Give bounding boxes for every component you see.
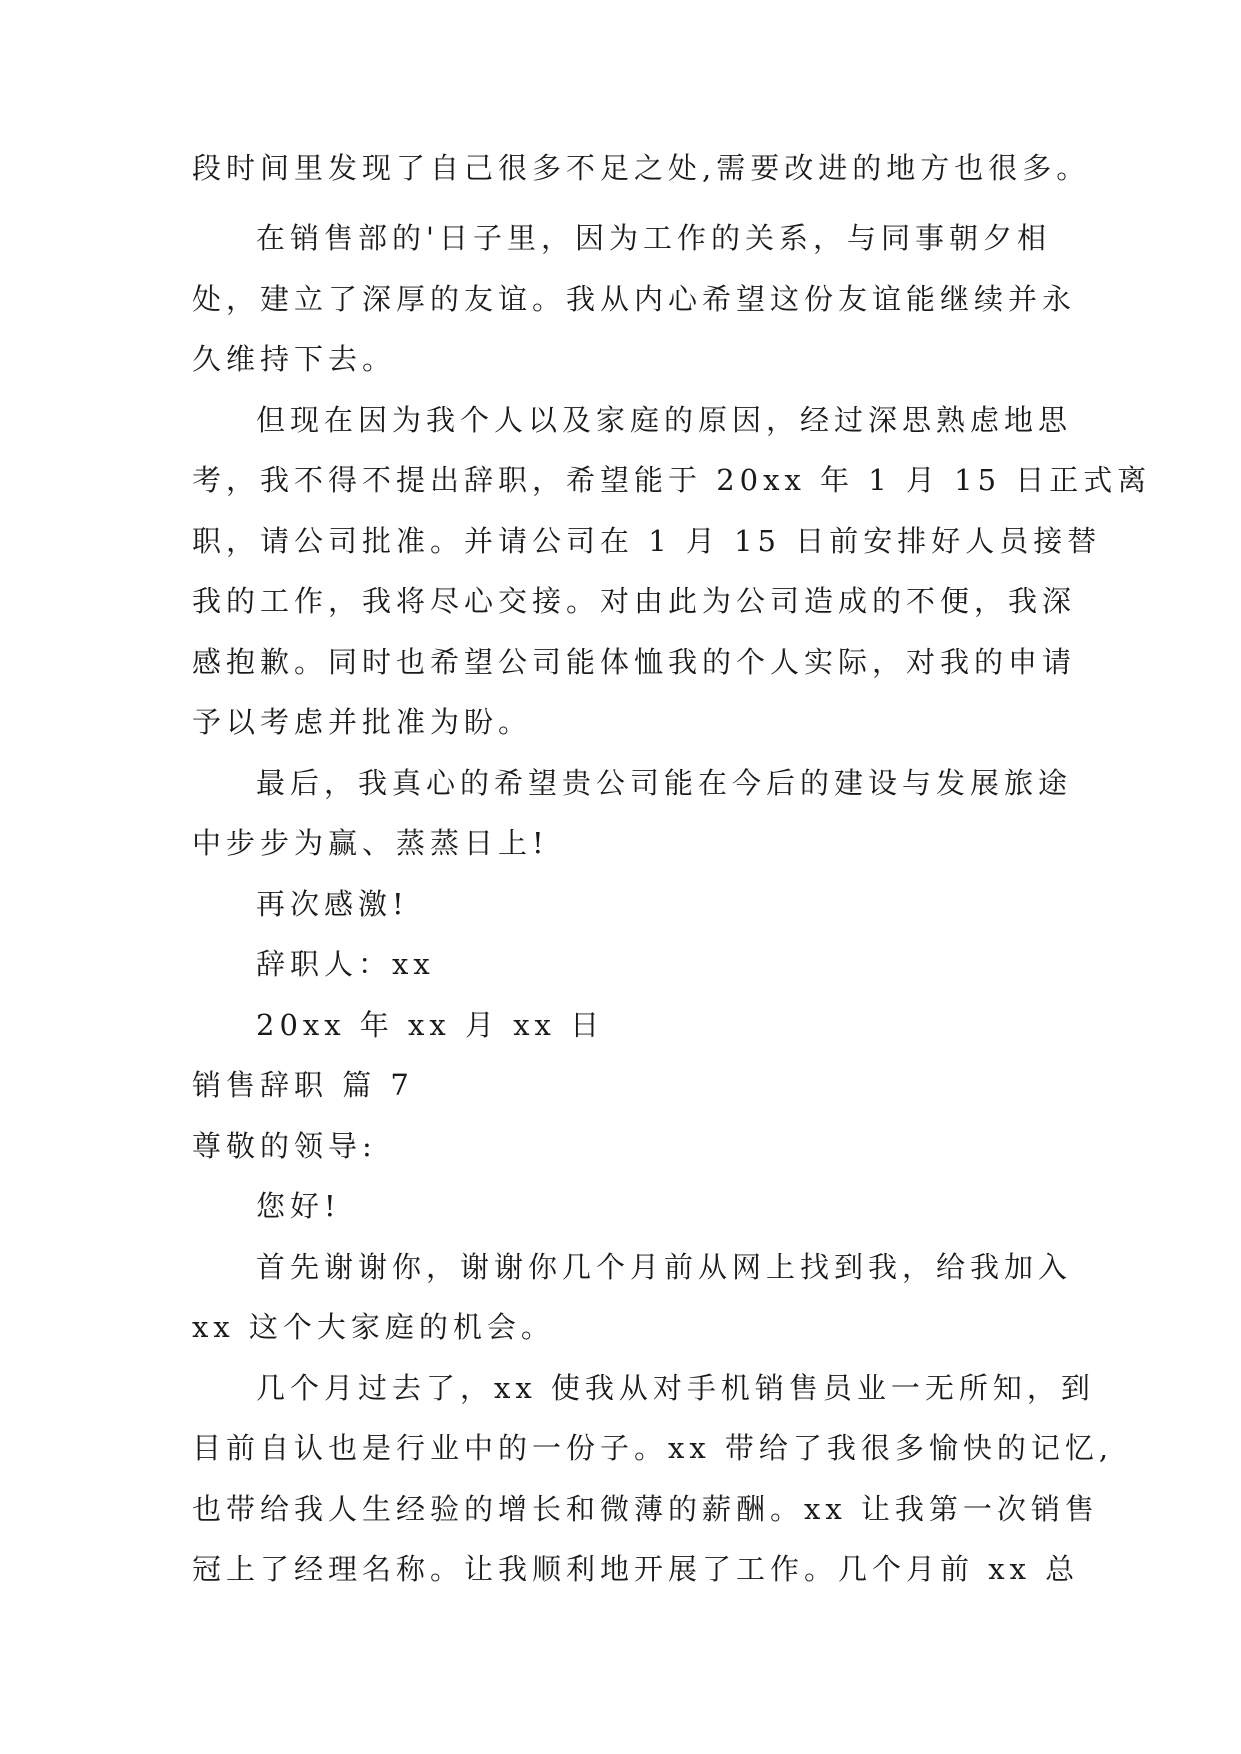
salutation: 尊敬的领导:	[192, 1129, 377, 1163]
text-line: 冠上了经理名称。让我顺利地开展了工作。几个月前 xx 总	[192, 1552, 1080, 1586]
text-line: 考，我不得不提出辞职，希望能于 20xx 年 1 月 15 日正式离	[192, 463, 1152, 497]
text-line: 职，请公司批准。并请公司在 1 月 15 日前安排好人员接替	[192, 524, 1102, 558]
text-line: 感抱歉。同时也希望公司能体恤我的个人实际，对我的申请	[192, 645, 1077, 679]
closing-thanks: 再次感激!	[256, 887, 409, 921]
text-line: xx 这个大家庭的机会。	[192, 1310, 555, 1344]
signature-line: 辞职人：xx	[256, 947, 435, 981]
text-line: 予以考虑并批准为盼。	[192, 705, 533, 739]
paragraph-start: 首先谢谢你，谢谢你几个月前从网上找到我，给我加入	[256, 1250, 1073, 1284]
text-line: 处，建立了深厚的友谊。我从内心希望这份友谊能继续并永	[192, 282, 1077, 316]
paragraph-start: 最后，我真心的希望贵公司能在今后的建设与发展旅途	[256, 766, 1073, 800]
text-line: 久维持下去。	[192, 342, 397, 376]
text-line: 也带给我人生经验的增长和微薄的薪酬。xx 让我第一次销售	[192, 1492, 1099, 1526]
paragraph-start: 几个月过去了，xx 使我从对手机销售员业一无所知，到	[256, 1371, 1095, 1405]
text-line: 我的工作，我将尽心交接。对由此为公司造成的不便，我深	[192, 584, 1077, 618]
paragraph-start: 但现在因为我个人以及家庭的原因，经过深思熟虑地思	[256, 403, 1073, 437]
paragraph-start: 在销售部的'日子里，因为工作的关系，与同事朝夕相	[256, 221, 1051, 255]
text-line: 目前自认也是行业中的一份子。xx 带给了我很多愉快的记忆,	[192, 1431, 1114, 1465]
greeting: 您好!	[256, 1189, 341, 1223]
text-line: 中步步为赢、蒸蒸日上!	[192, 826, 549, 860]
section-title: 销售辞职 篇 7	[192, 1068, 414, 1102]
date-line: 20xx 年 xx 月 xx 日	[256, 1008, 605, 1042]
text-line: 段时间里发现了自己很多不足之处,需要改进的地方也很多。	[192, 151, 1091, 185]
